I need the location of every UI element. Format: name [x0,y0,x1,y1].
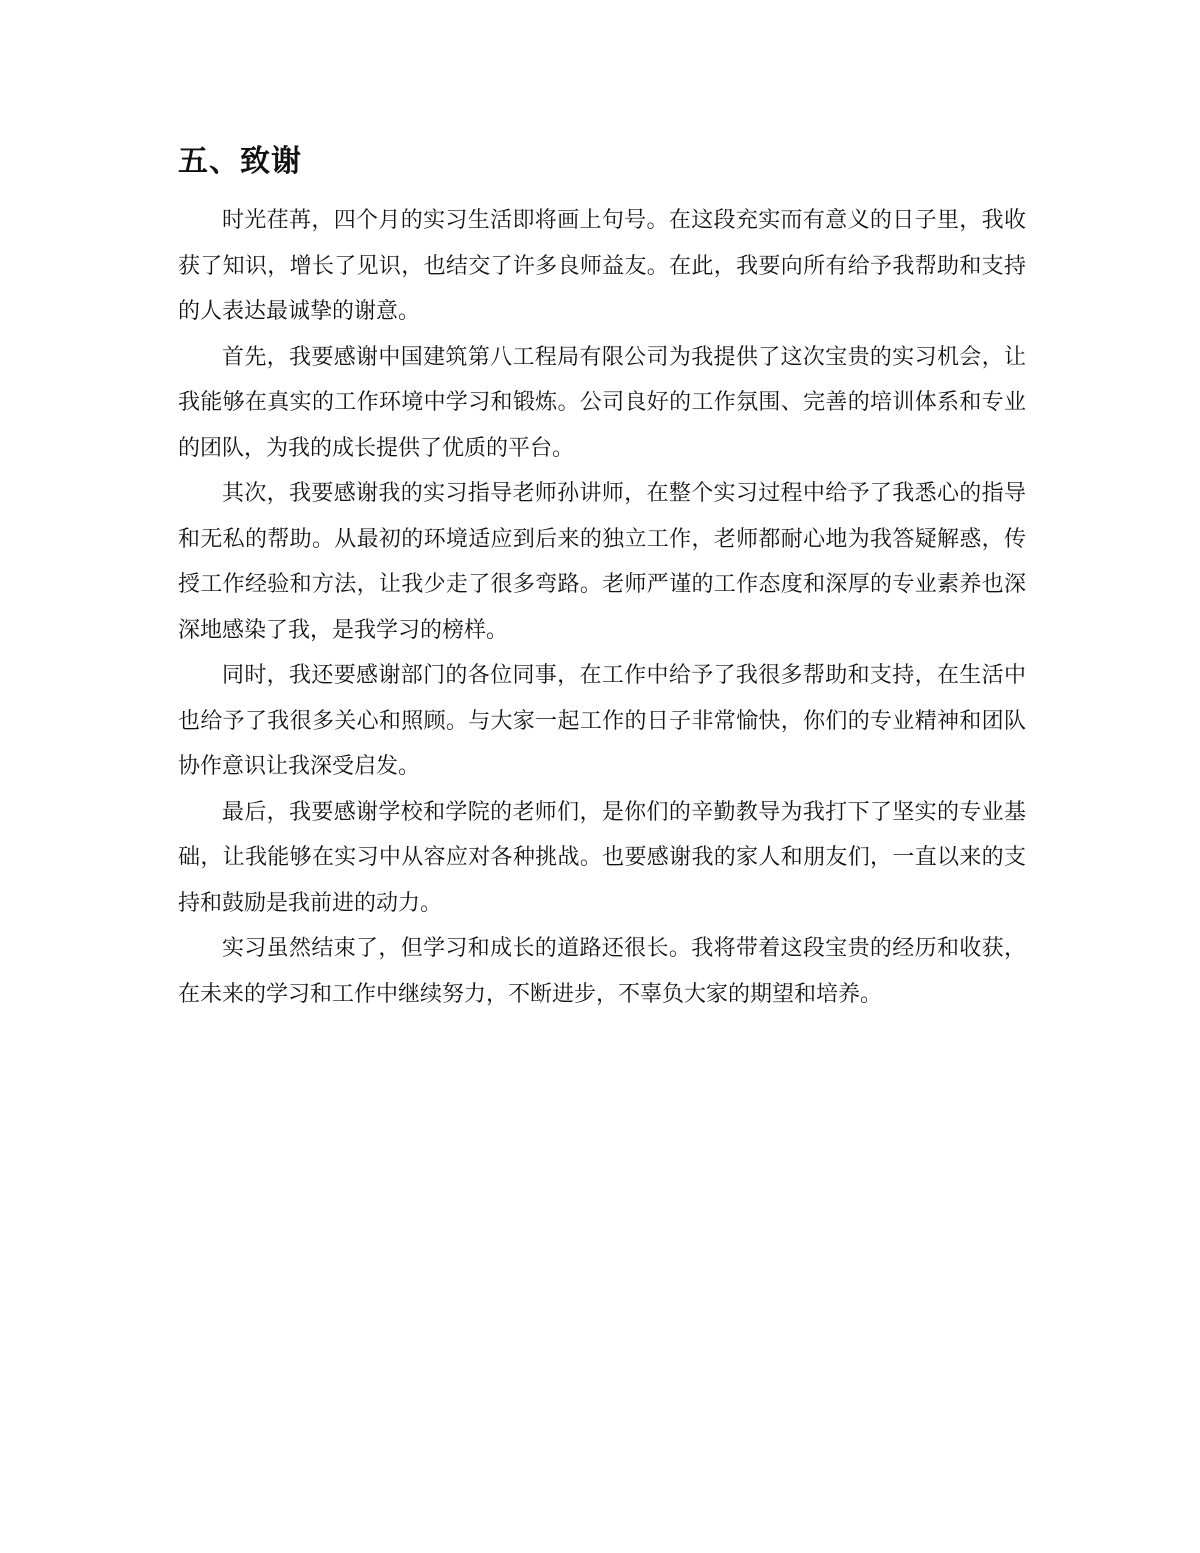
paragraph-mentor-thanks: 其次，我要感谢我的实习指导老师孙讲师，在整个实习过程中给予了我悉心的指导和无私的帮助。从最初的环境适应到后来的独立工作，老师都耐心地为我答疑解惑，传授工作经验和方法，让我少走了很多弯路。老师严谨的工作态度和深厚的专业素养也深深地感染了我，是我学习的榜样。 [178,481,1026,643]
paragraph-school-family-thanks: 最后，我要感谢学校和学院的老师们，是你们的辛勤教导为我打下了坚实的专业基础，让我能够在实习中从容应对各种挑战。也要感谢我的家人和朋友们，一直以来的支持和鼓励是我前进的动力。 [178,799,1026,916]
paragraph-company-thanks: 首先，我要感谢中国建筑第八工程局有限公司为我提供了这次宝贵的实习机会，让我能够在真实的工作环境中学习和锻炼。公司良好的工作氛围、完善的培训体系和专业的团队，为我的成长提供了优质的平台。 [178,344,1026,461]
section-title: 五、致谢 [178,144,302,179]
page-content [178,140,1026,1017]
paragraph-closing: 实习虽然结束了，但学习和成长的道路还很长。我将带着这段宝贵的经历和收获，在未来的学习和工作中继续努力，不断进步，不辜负大家的期望和培养。 [178,936,1026,1007]
body-text [178,198,1026,1017]
paragraph-intro: 时光荏苒，四个月的实习生活即将画上句号。在这段充实而有意义的日子里，我收获了知识，增长了见识，也结交了许多良师益友。在此，我要向所有给予我帮助和支持的人表达最诚挚的谢意。 [178,208,1026,324]
paragraph-colleagues-thanks: 同时，我还要感谢部门的各位同事，在工作中给予了我很多帮助和支持，在生活中也给予了我很多关心和照顾。与大家一起工作的日子非常愉快，你们的专业精神和团队协作意识让我深受启发。 [178,663,1026,779]
